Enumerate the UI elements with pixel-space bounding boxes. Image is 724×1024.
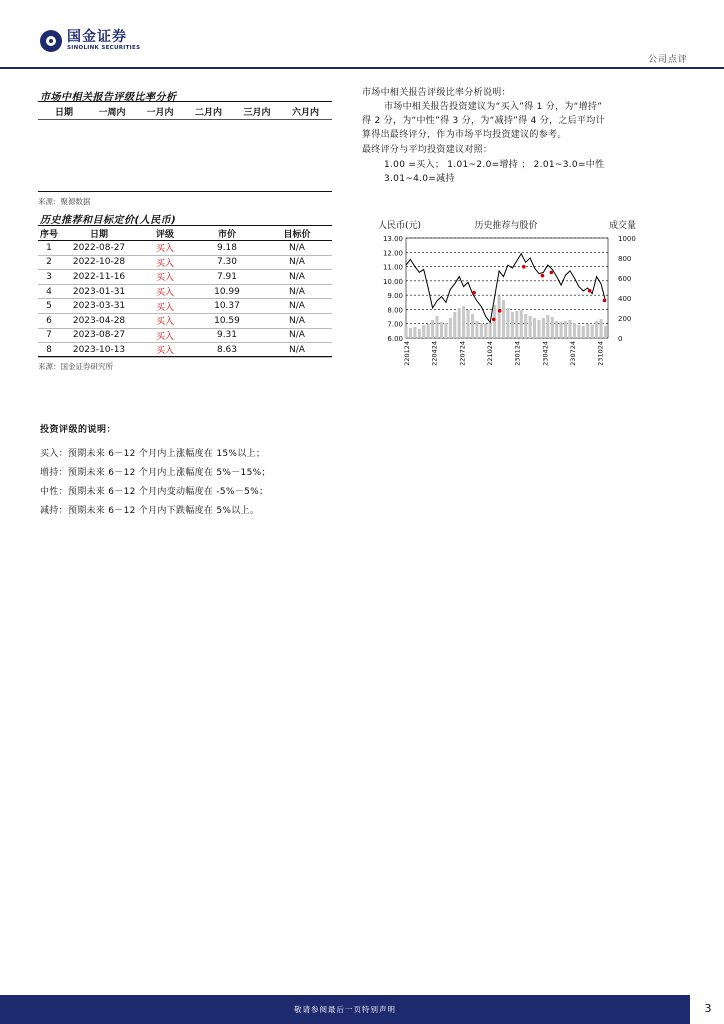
table-row — [38, 241, 332, 256]
cell-date: 2023-01-31 — [60, 284, 138, 299]
cell-date: 2023-03-31 — [60, 299, 138, 314]
volume-bar — [418, 329, 421, 338]
left-axis-tick-label: 8.00 — [387, 306, 403, 315]
volume-bar — [427, 324, 430, 338]
right-axis-tick-label: 400 — [618, 295, 632, 303]
left-axis-tick-label: 7.00 — [387, 320, 403, 329]
volume-bar — [533, 318, 536, 338]
ratings-title: 投资评级的说明： — [40, 425, 117, 435]
volume-bar — [604, 326, 607, 338]
table-row — [38, 328, 332, 343]
left-axis-tick-label: 9.00 — [387, 292, 403, 301]
ratio-top-rule — [38, 101, 332, 102]
x-axis-tick-label: 230724 — [569, 341, 578, 366]
table-row — [38, 270, 332, 285]
table-row — [38, 299, 332, 314]
volume-bar — [480, 323, 483, 338]
ratio-col-month1: 一月内 — [146, 108, 174, 118]
volume-bar — [568, 320, 571, 338]
chart-left-axis-label: 人民币(元) — [378, 221, 422, 231]
score-mapping-line: 1.00 =买入； 1.01~2.0=增持 ； 2.01~3.0=中性 — [384, 160, 605, 170]
cell-price: 9.31 — [192, 328, 262, 343]
logo-english-name: SINOLINK SECURITIES — [67, 45, 141, 51]
logo-chinese-name: 国金证券 — [67, 29, 127, 45]
history-section-title: 历史推荐和目标定价(人民币) — [40, 215, 177, 226]
history-table-header — [38, 227, 332, 241]
cell-date: 2022-10-28 — [60, 255, 138, 270]
right-axis-tick-label: 0 — [618, 335, 623, 343]
left-axis-tick-label: 10.00 — [382, 277, 403, 286]
volume-bar — [484, 324, 487, 338]
recommendation-marker — [492, 318, 496, 322]
volume-bar — [458, 308, 461, 338]
history-price-chart — [372, 216, 638, 376]
volume-bar — [564, 321, 567, 338]
volume-bar — [435, 316, 438, 338]
cell-index: 6 — [38, 313, 60, 328]
volume-bar — [502, 300, 505, 338]
volume-bar — [449, 318, 452, 338]
cell-target: N/A — [262, 241, 332, 256]
cell-rating: 买入 — [138, 328, 192, 343]
logo-emblem-icon — [40, 30, 62, 52]
ratio-col-week: 一周内 — [98, 108, 126, 118]
volume-bar — [511, 312, 514, 338]
col-price: 市价 — [192, 227, 262, 241]
cell-rating: 买入 — [138, 255, 192, 270]
cell-rating: 买入 — [138, 270, 192, 285]
x-axis-tick-label: 230124 — [513, 341, 522, 366]
volume-bar — [577, 325, 580, 338]
ratio-bottom-rule — [38, 191, 332, 192]
cell-rating: 买入 — [138, 299, 192, 314]
document-type: 公司点评 — [647, 55, 688, 65]
explanation-line: 得 2 分，为“中性”得 3 分，为“减持”得 4 分，之后平均计 — [362, 116, 605, 126]
x-axis-tick-label: 230424 — [541, 341, 550, 366]
cell-rating: 买入 — [138, 343, 192, 358]
cell-target: N/A — [262, 255, 332, 270]
volume-bar — [586, 324, 589, 338]
cell-target: N/A — [262, 313, 332, 328]
recommendation-marker — [550, 271, 554, 275]
volume-bar — [524, 314, 527, 338]
ratio-col-date: 日期 — [54, 108, 73, 118]
volume-bar — [515, 311, 518, 338]
cell-target: N/A — [262, 270, 332, 285]
left-axis-tick-label: 11.00 — [382, 263, 403, 272]
cell-index: 3 — [38, 270, 60, 285]
cell-price: 8.63 — [192, 343, 262, 358]
volume-bar — [413, 327, 416, 338]
rating-neutral: 中性：预期未来 6－12 个月内变动幅度在 -5%－5%； — [40, 487, 269, 497]
volume-bar — [537, 320, 540, 338]
recommendation-marker — [472, 291, 476, 295]
right-axis-tick-label: 600 — [618, 275, 632, 283]
volume-bar — [409, 328, 412, 338]
cell-target: N/A — [262, 299, 332, 314]
volume-bar — [599, 319, 602, 338]
col-rating: 评级 — [138, 227, 192, 241]
page-number: 3 — [704, 1002, 712, 1015]
company-logo — [40, 30, 140, 52]
volume-bar — [453, 312, 456, 338]
volume-bar — [462, 306, 465, 338]
right-axis-tick-label: 800 — [618, 255, 632, 263]
volume-bar — [444, 323, 447, 338]
right-axis-tick-label: 200 — [618, 315, 632, 323]
cell-rating: 买入 — [138, 313, 192, 328]
volume-bar — [555, 321, 558, 338]
x-axis-tick-label: 220124 — [403, 341, 411, 366]
recommendation-marker — [541, 274, 545, 278]
score-mapping-line: 3.01~4.0=减持 — [384, 174, 455, 184]
x-axis-tick-label: 231024 — [596, 341, 605, 366]
volume-bar — [582, 326, 585, 338]
cell-index: 7 — [38, 328, 60, 343]
volume-bar — [440, 322, 443, 338]
recommendation-marker — [588, 289, 592, 293]
volume-bar — [422, 325, 425, 338]
cell-date: 2023-10-13 — [60, 343, 138, 358]
ratio-table-header — [40, 105, 330, 118]
cell-index: 4 — [38, 284, 60, 299]
history-source-note: 来源：国金证券研究所 — [38, 362, 113, 371]
cell-price: 9.18 — [192, 241, 262, 256]
ratio-col-month2: 二月内 — [194, 108, 222, 118]
footer-disclaimer: 敬请参阅最后一页特别声明 — [294, 1005, 396, 1014]
volume-bar — [591, 325, 594, 338]
cell-rating: 买入 — [138, 241, 192, 256]
table-row — [38, 284, 332, 299]
volume-bar — [493, 305, 496, 338]
rating-overweight: 增持：预期未来 6－12 个月内上涨幅度在 5%－15%； — [40, 468, 271, 478]
volume-bar — [529, 316, 532, 338]
chart-right-axis-label: 成交量 — [608, 221, 636, 231]
volume-bar — [573, 323, 576, 338]
explanation-line: 算得出最终评分，作为市场平均投资建议的参考。 — [362, 130, 567, 140]
ratio-source-note: 来源：聚源数据 — [38, 197, 91, 206]
ratio-col-month6: 六月内 — [291, 108, 319, 118]
x-axis-tick-label: 220424 — [430, 341, 439, 366]
volume-bar — [542, 318, 545, 338]
ratio-header-rule — [38, 119, 332, 120]
cell-date: 2023-04-28 — [60, 313, 138, 328]
explanation-line: 市场中相关报告投资建议为“买入”得 1 分，为“增持” — [384, 102, 603, 112]
explanation-heading: 市场中相关报告评级比率分析说明： — [362, 88, 511, 98]
volume-bar — [520, 310, 523, 338]
chart-title: 历史推荐与股价 — [474, 221, 538, 231]
history-top-rule — [38, 225, 332, 226]
volume-bar — [546, 315, 549, 338]
recommendation-marker — [498, 309, 502, 313]
cell-price: 10.37 — [192, 299, 262, 314]
cell-target: N/A — [262, 284, 332, 299]
table-row — [38, 255, 332, 270]
rating-buy: 买入：预期未来 6－12 个月内上涨幅度在 15%以上； — [40, 449, 266, 459]
ratio-col-month3: 三月内 — [243, 108, 271, 118]
volume-bar — [498, 296, 501, 338]
ratio-section-title: 市场中相关报告评级比率分析 — [40, 92, 177, 103]
explanation-line: 最终评分与平均投资建议对照： — [362, 145, 493, 155]
volume-bar — [404, 326, 407, 338]
volume-bar — [506, 308, 509, 338]
cell-price: 7.30 — [192, 255, 262, 270]
rating-underweight: 减持：预期未来 6－12 个月内下跌幅度在 5%以上。 — [40, 506, 260, 516]
x-axis-tick-label: 220724 — [458, 341, 467, 366]
left-axis-tick-label: 12.00 — [382, 249, 403, 258]
table-row — [38, 313, 332, 328]
cell-date: 2023-08-27 — [60, 328, 138, 343]
volume-bar — [471, 314, 474, 338]
right-axis-tick-label: 1000 — [618, 235, 636, 243]
col-index: 序号 — [38, 227, 60, 241]
cell-rating: 买入 — [138, 284, 192, 299]
left-axis-tick-label: 6.00 — [387, 335, 403, 343]
chart-svg — [372, 216, 638, 376]
history-bottom-rule — [38, 356, 332, 357]
cell-date: 2022-08-27 — [60, 241, 138, 256]
history-table — [38, 227, 332, 358]
price-line — [406, 254, 606, 323]
col-date: 日期 — [60, 227, 138, 241]
cell-index: 5 — [38, 299, 60, 314]
volume-bar — [475, 321, 478, 338]
cell-index: 8 — [38, 343, 60, 358]
header-divider — [0, 67, 724, 69]
cell-date: 2022-11-16 — [60, 270, 138, 285]
cell-index: 1 — [38, 241, 60, 256]
volume-bar — [467, 310, 470, 338]
cell-target: N/A — [262, 343, 332, 358]
cell-target: N/A — [262, 328, 332, 343]
volume-bar — [595, 321, 598, 338]
recommendation-marker — [603, 299, 607, 303]
left-axis-tick-label: 13.00 — [382, 235, 403, 243]
volume-bar — [560, 322, 563, 338]
volume-bar — [489, 322, 492, 338]
recommendation-marker — [522, 265, 526, 269]
cell-price: 10.99 — [192, 284, 262, 299]
volume-bar — [551, 317, 554, 338]
cell-price: 7.91 — [192, 270, 262, 285]
x-axis-tick-label: 221024 — [486, 341, 495, 366]
col-target: 目标价 — [262, 227, 332, 241]
volume-bar — [431, 320, 434, 338]
cell-price: 10.59 — [192, 313, 262, 328]
cell-index: 2 — [38, 255, 60, 270]
